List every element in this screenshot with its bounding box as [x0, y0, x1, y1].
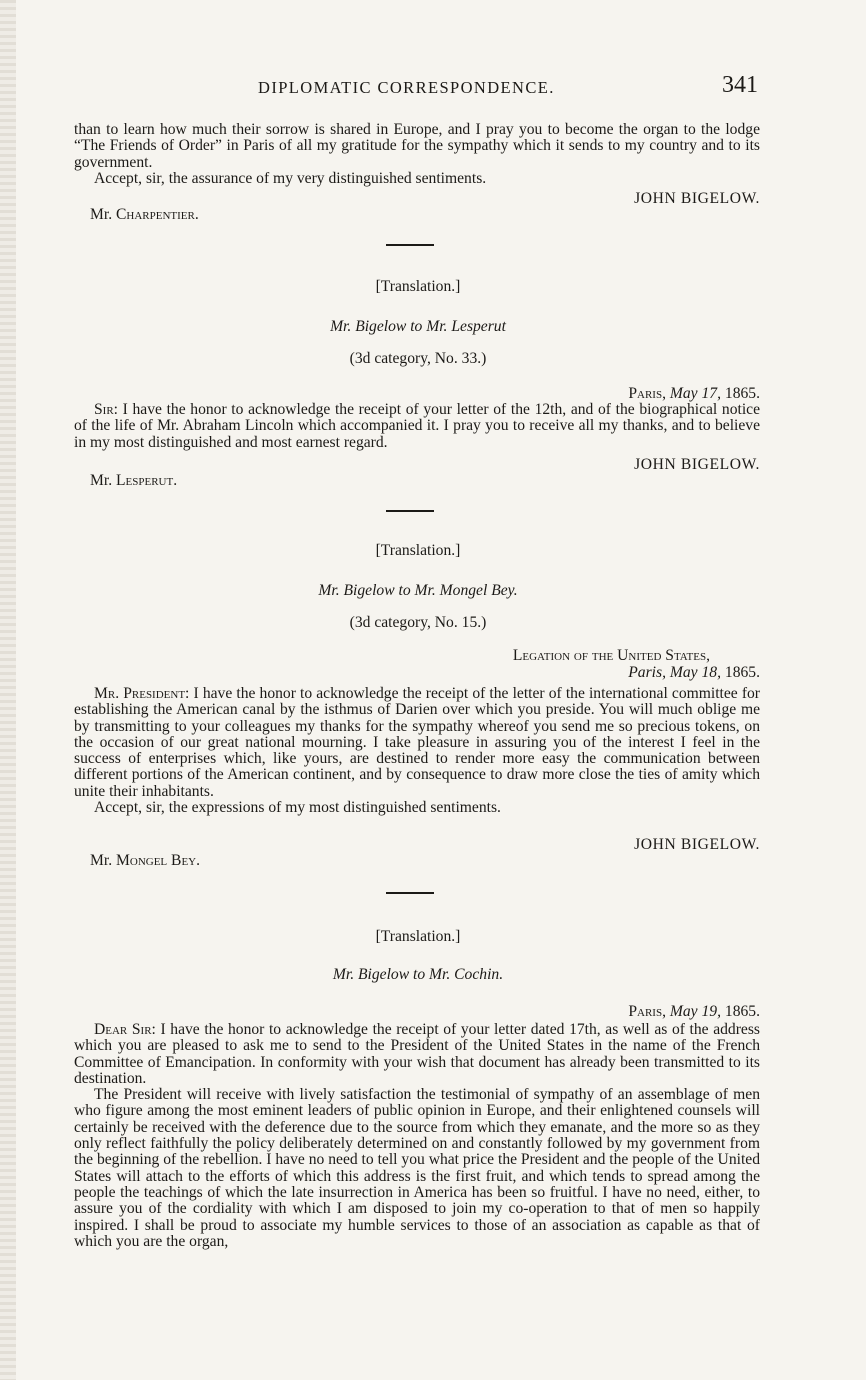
letter3-closing: Accept, sir, the expressions of my most distinguished sentiments.: [94, 799, 501, 817]
letter3-heading: Mr. Bigelow to Mr. Mongel Bey.: [318, 582, 518, 599]
letter2-translation-note: [Translation.]: [375, 278, 461, 295]
letter3-dateline: [513, 648, 760, 681]
letter2-salutation: Sir:: [94, 401, 119, 418]
dateline-year: 1865.: [724, 385, 760, 402]
dateline-date: May 18,: [669, 663, 721, 681]
section-rule: [386, 244, 434, 246]
letter4-body: [74, 1022, 760, 1250]
letter3-body: [74, 686, 760, 816]
dateline-place: Paris,: [628, 1003, 666, 1020]
section-rule: [386, 510, 434, 512]
letter2-addressee: [90, 472, 177, 490]
letter3-salutation: Mr. President:: [94, 685, 190, 702]
letter2-category: (3d category, No. 33.): [349, 350, 487, 367]
addressee-name: Mongel Bey.: [116, 852, 201, 869]
letter3-translation-note: [Translation.]: [375, 542, 461, 559]
dateline-date: May 19,: [669, 1003, 721, 1020]
addressee-prefix: Mr.: [90, 472, 113, 489]
letter2-text: I have the honor to acknowledge the receipt of your letter of the 12th, and of the biographical notice of the life of Mr. Abraham Lincoln which accompanied it. I pray you to receive all my thanks, and to believe in my most distinguished and most earnest regard.: [74, 401, 760, 451]
addressee-name: Lesperut.: [116, 472, 178, 489]
letter3-addressee: [90, 852, 200, 870]
page-header: [258, 72, 758, 102]
letter1-signature: JOHN BIGELOW.: [634, 190, 760, 207]
letter4-paragraph-1: [74, 1022, 760, 1087]
letter1-body: [74, 122, 760, 187]
letter4-paragraph-2: The President will receive with lively satisfaction the testimonial of sympathy of an assemblage of men who figure among the most eminent leaders of public opinion in Europe, and their enlightened counsels will certainly be received with the deference due to the source from which they emanate, and the more so as they only reflect faithfully the policy deliberately determined on and constantly followed by my government from the beginning of the rebellion. I have no need to tell you what price the President and the people of the United States will attach to the efforts of which this address is the first fruit, and which tends to spread among the people the teachings of which the late insurrection in America has been so fruitful. I have no need, either, to assure you of the cordiality with which I am disposed to join my co-operation to that of men so happily inspired. I shall be proud to associate my humble services to those of an association as capable as that of which you are the organ,: [74, 1086, 760, 1250]
letter3-category: (3d category, No. 15.): [349, 614, 487, 631]
running-head: DIPLOMATIC CORRESPONDENCE.: [258, 78, 555, 97]
dateline-place: Paris,: [628, 385, 666, 402]
addressee-name: Charpentier.: [116, 206, 199, 223]
letter4-translation-note: [Translation.]: [375, 928, 461, 945]
addressee-prefix: Mr.: [90, 852, 113, 869]
binding-edge: [0, 0, 16, 1380]
letter4-text-1: I have the honor to acknowledge the receipt of your letter dated 17th, as well as of the address which you are pleased to ask me to send to the President of the United States in the name of the French Committee of Emancipation. In conformity with your wish that document has already been transmitted to its destination.: [74, 1021, 760, 1087]
letter2-heading: Mr. Bigelow to Mr. Lesperut: [330, 318, 506, 335]
legation-line: Legation of the United States,: [512, 647, 710, 664]
page-number: 341: [722, 72, 758, 98]
section-rule: [386, 892, 434, 894]
letter2-body: [74, 402, 760, 451]
dateline-year: 1865.: [724, 663, 760, 681]
dateline-date: May 17,: [669, 385, 721, 402]
letter3-text: I have the honor to acknowledge the receipt of the letter of the international committee for establishing the American canal by the isthmus of Darien over which you preside. You will much oblige me by transmitting to your colleagues my thanks for the sympathy whereof you send me so precious tokens, on the occasion of our great national mourning. I take pleasure in assuring you of the interest I feel in the success of enterprises which, like yours, are destined to render more easy the communication between different portions of the American continent, and by consequence to draw more close the ties of amity which unite their inhabitants.: [74, 685, 761, 800]
letter1-continuation: than to learn how much their sorrow is shared in Europe, and I pray you to become the organ to the lodge “The Friends of Order” in Paris of all my gratitude for the sympathy which it sends to my country and to its government.: [74, 121, 760, 171]
dateline-year: 1865.: [724, 1003, 760, 1020]
letter1-closing: Accept, sir, the assurance of my very distinguished sentiments.: [94, 169, 487, 187]
letter4-heading: Mr. Bigelow to Mr. Cochin.: [332, 966, 504, 983]
letter3-signature: JOHN BIGELOW.: [634, 836, 760, 853]
dateline-line: [513, 665, 760, 682]
letter2-signature: JOHN BIGELOW.: [634, 456, 760, 473]
letter4-salutation: Dear Sir:: [94, 1021, 156, 1038]
letter2-paragraph: [74, 402, 760, 451]
addressee-prefix: Mr.: [90, 206, 113, 223]
letter4-dateline: [628, 1004, 760, 1021]
letter3-paragraph: [74, 686, 760, 800]
dateline-place: Paris,: [628, 663, 666, 681]
letter1-addressee: [90, 206, 199, 224]
